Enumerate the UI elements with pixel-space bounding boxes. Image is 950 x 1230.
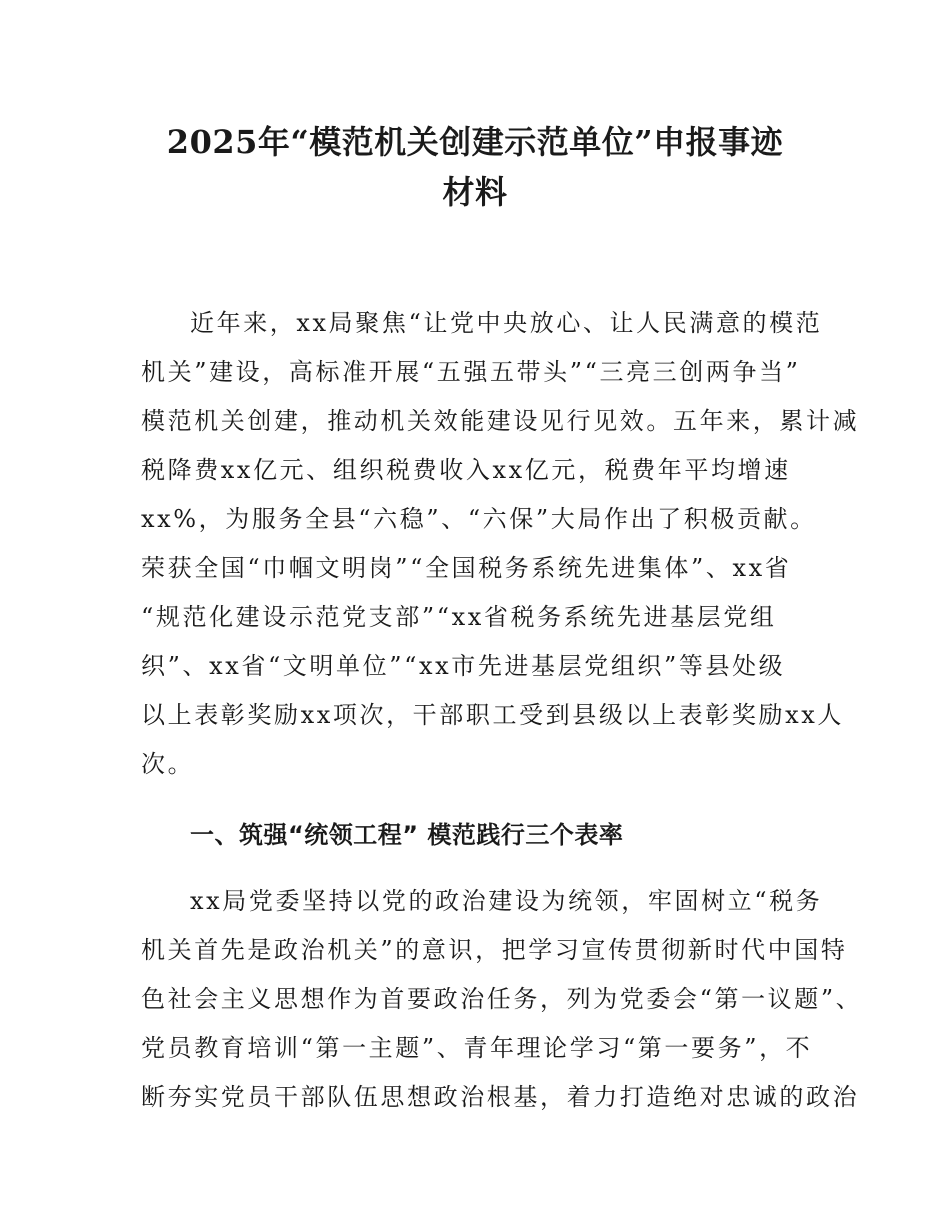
paragraph-1-line: 织”、xx省“文明单位”“xx市先进基层党组织”等县处级 bbox=[141, 652, 786, 680]
paragraph-2-line: xx局党委坚持以党的政治建设为统领，牢固树立“税务 bbox=[190, 887, 823, 915]
paragraph-1-line: 机关”建设，高标准开展“五强五带头”“三亮三创两争当” bbox=[141, 358, 801, 386]
paragraph-1-line: 次。 bbox=[141, 750, 195, 778]
paragraph-1-line: xx%，为服务全县“六稳”、“六保”大局作出了积极贡献。 bbox=[141, 505, 817, 533]
document-title-line-1: 2025年“模范机关创建示范单位”申报事迹 bbox=[166, 123, 784, 161]
paragraph-2-line: 机关首先是政治机关”的意识，把学习宣传贯彻新时代中国特 bbox=[141, 936, 848, 964]
paragraph-1-line: 以上表彰奖励xx项次，干部职工受到县级以上表彰奖励xx人 bbox=[141, 701, 844, 729]
document-title-line-2: 材料 bbox=[442, 173, 508, 211]
paragraph-1-line: 近年来，xx局聚焦“让党中央放心、让人民满意的模范 bbox=[190, 309, 823, 337]
paragraph-1-line: 荣获全国“巾帼文明岗”“全国税务系统先进集体”、xx省 bbox=[141, 554, 792, 582]
paragraph-2-line: 党员教育培训“第一主题”、青年理论学习“第一要务”，不 bbox=[141, 1034, 813, 1062]
paragraph-1-line: “规范化建设示范党支部”“xx省税务系统先进基层党组 bbox=[141, 603, 777, 631]
section-1-heading: 一、筑强“统领工程” 模范践行三个表率 bbox=[190, 821, 624, 849]
paragraph-2-line: 断夯实党员干部队伍思想政治根基，着力打造绝对忠诚的政治 bbox=[141, 1083, 860, 1111]
paragraph-1-line: 税降费xx亿元、组织税费收入xx亿元，税费年平均增速 bbox=[141, 456, 791, 484]
paragraph-2-line: 色社会主义思想作为首要政治任务，列为党委会“第一议题”、 bbox=[141, 985, 863, 1013]
paragraph-1-line: 模范机关创建，推动机关效能建设见行见效。五年来，累计减 bbox=[141, 407, 860, 435]
